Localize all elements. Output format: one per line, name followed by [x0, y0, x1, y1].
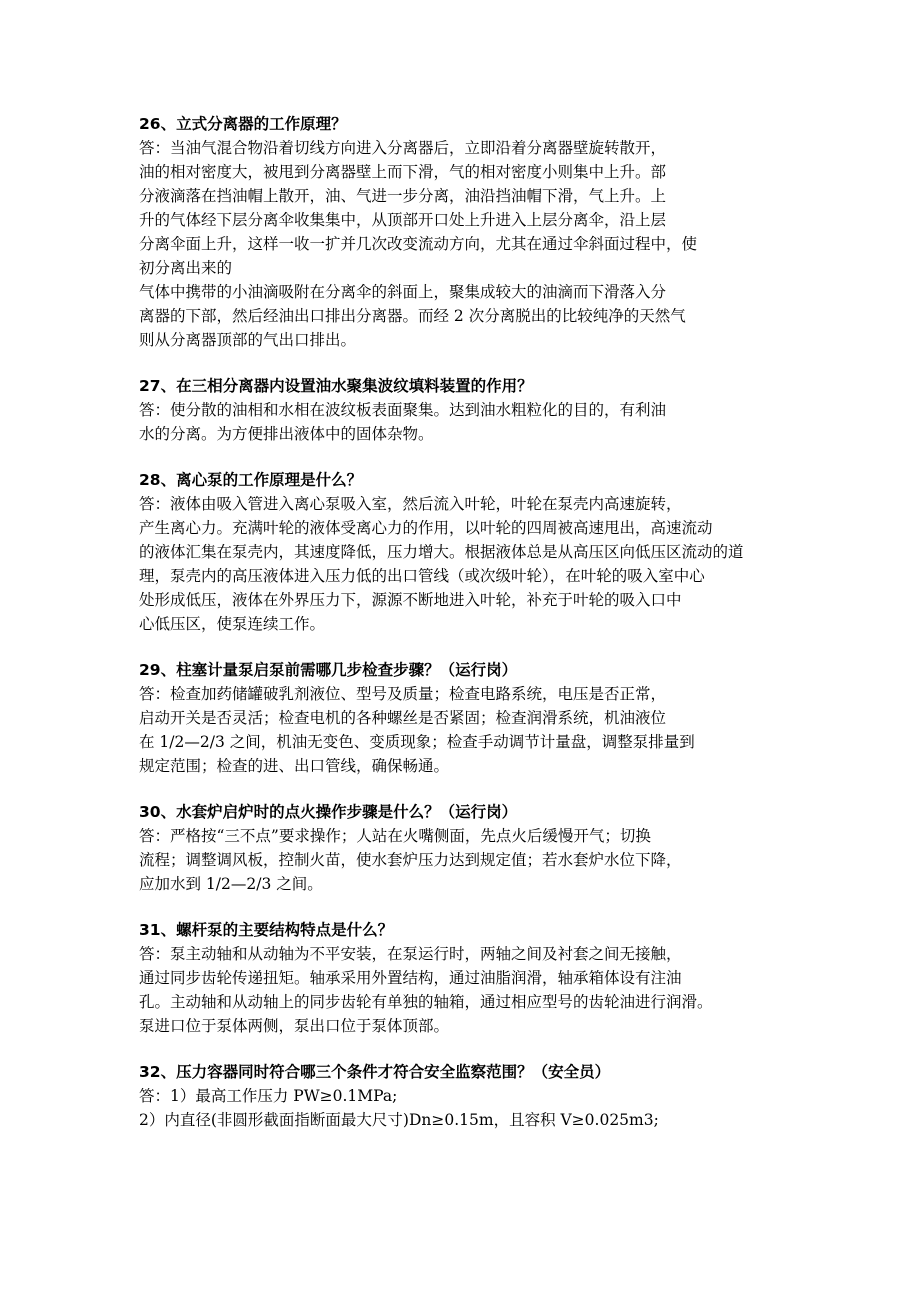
question-heading: 29、柱塞计量泵启泵前需哪几步检查步骤？（运行岗）	[139, 661, 518, 679]
answer-line: 答：液体由吸入管进入离心泵吸入室，然后流入叶轮，叶轮在泵壳内高速旋转，	[139, 495, 682, 513]
qa-section-32	[139, 1060, 789, 1132]
qa-section-30	[139, 800, 789, 896]
question-heading: 30、水套炉启炉时的点火操作步骤是什么？（运行岗）	[139, 803, 518, 821]
answer-line: 分离伞面上升，这样一收一扩并几次改变流动方向，尤其在通过伞斜面过程中，使	[139, 235, 698, 253]
qa-section-26	[139, 112, 789, 352]
question-heading: 28、离心泵的工作原理是什么？	[139, 471, 363, 489]
answer-line: 的液体汇集在泵壳内，其速度降低，压力增大。根据液体总是从高压区向低压区流动的道	[139, 543, 744, 561]
answer-line: 初分离出来的	[139, 259, 233, 277]
document-page	[139, 112, 789, 1154]
answer-line: 产生离心力。充满叶轮的液体受离心力的作用，以叶轮的四周被高速甩出，高速流动	[139, 519, 713, 537]
answer-line: 泵进口位于泵体两侧，泵出口位于泵体顶部。	[139, 1017, 450, 1035]
question-heading: 31、螺杆泵的主要结构特点是什么？	[139, 921, 394, 939]
qa-section-27	[139, 374, 789, 446]
answer-line: 通过同步齿轮传递扭矩。轴承采用外置结构，通过油脂润滑，轴承箱体设有注油	[139, 969, 682, 987]
answer-line: 2）内直径(非圆形截面指断面最大尺寸)Dn≥0.15m，且容积 V≥0.025m3;	[139, 1111, 659, 1129]
answer-line: 分液滴落在挡油帽上散开，油、气进一步分离，油沿挡油帽下滑，气上升。上	[139, 187, 667, 205]
answer-line: 孔。主动轴和从动轴上的同步齿轮有单独的轴箱，通过相应型号的齿轮油进行润滑。	[139, 993, 713, 1011]
qa-section-29	[139, 658, 789, 778]
answer-line: 升的气体经下层分离伞收集集中，从顶部开口处上升进入上层分离伞，沿上层	[139, 211, 667, 229]
answer-line: 答：泵主动轴和从动轴为不平安装，在泵运行时，两轴之间及衬套之间无接触，	[139, 945, 682, 963]
answer-line: 答：严格按“三不点”要求操作；人站在火嘴侧面，先点火后缓慢开气；切换	[139, 827, 651, 845]
question-heading: 32、压力容器同时符合哪三个条件才符合安全监察范围？（安全员）	[139, 1063, 611, 1081]
answer-line: 答：检查加药储罐破乳剂液位、型号及质量；检查电路系统，电压是否正常，	[139, 685, 667, 703]
answer-line: 在 1/2—2/3 之间，机油无变色、变质现象；检查手动调节计量盘，调整泵排量到	[139, 733, 695, 751]
qa-section-31	[139, 918, 789, 1038]
answer-line: 水的分离。为方便排出液体中的固体杂物。	[139, 425, 434, 443]
answer-line: 油的相对密度大，被甩到分离器壁上而下滑，气的相对密度小则集中上升。部	[139, 163, 667, 181]
answer-line: 应加水到 1/2—2/3 之间。	[139, 875, 323, 893]
answer-line: 则从分离器顶部的气出口排出。	[139, 331, 357, 349]
answer-line: 离器的下部，然后经油出口排出分离器。而经 2 次分离脱出的比较纯净的天然气	[139, 307, 686, 325]
question-heading: 27、在三相分离器内设置油水聚集波纹填料装置的作用？	[139, 377, 533, 395]
answer-line: 规定范围；检查的进、出口管线，确保畅通。	[139, 757, 450, 775]
answer-line: 答：1）最高工作压力 PW≥0.1MPa;	[139, 1087, 398, 1105]
answer-line: 流程；调整调风板，控制火苗，使水套炉压力达到规定值；若水套炉水位下降，	[139, 851, 682, 869]
qa-section-28	[139, 468, 789, 636]
answer-line: 答：使分散的油相和水相在波纹板表面聚集。达到油水粗粒化的目的，有利油	[139, 401, 667, 419]
answer-line: 心低压区，使泵连续工作。	[139, 615, 326, 633]
answer-line: 启动开关是否灵活；检查电机的各种螺丝是否紧固；检查润滑系统，机油液位	[139, 709, 667, 727]
question-heading: 26、立式分离器的工作原理？	[139, 115, 347, 133]
answer-line: 处形成低压，液体在外界压力下，源源不断地进入叶轮，补充于叶轮的吸入口中	[139, 591, 682, 609]
answer-line: 气体中携带的小油滴吸附在分离伞的斜面上，聚集成较大的油滴而下滑落入分	[139, 283, 667, 301]
answer-line: 理，泵壳内的高压液体进入压力低的出口管线（或次级叶轮），在叶轮的吸入室中心	[139, 567, 705, 585]
answer-line: 答：当油气混合物沿着切线方向进入分离器后，立即沿着分离器壁旋转散开，	[139, 139, 667, 157]
